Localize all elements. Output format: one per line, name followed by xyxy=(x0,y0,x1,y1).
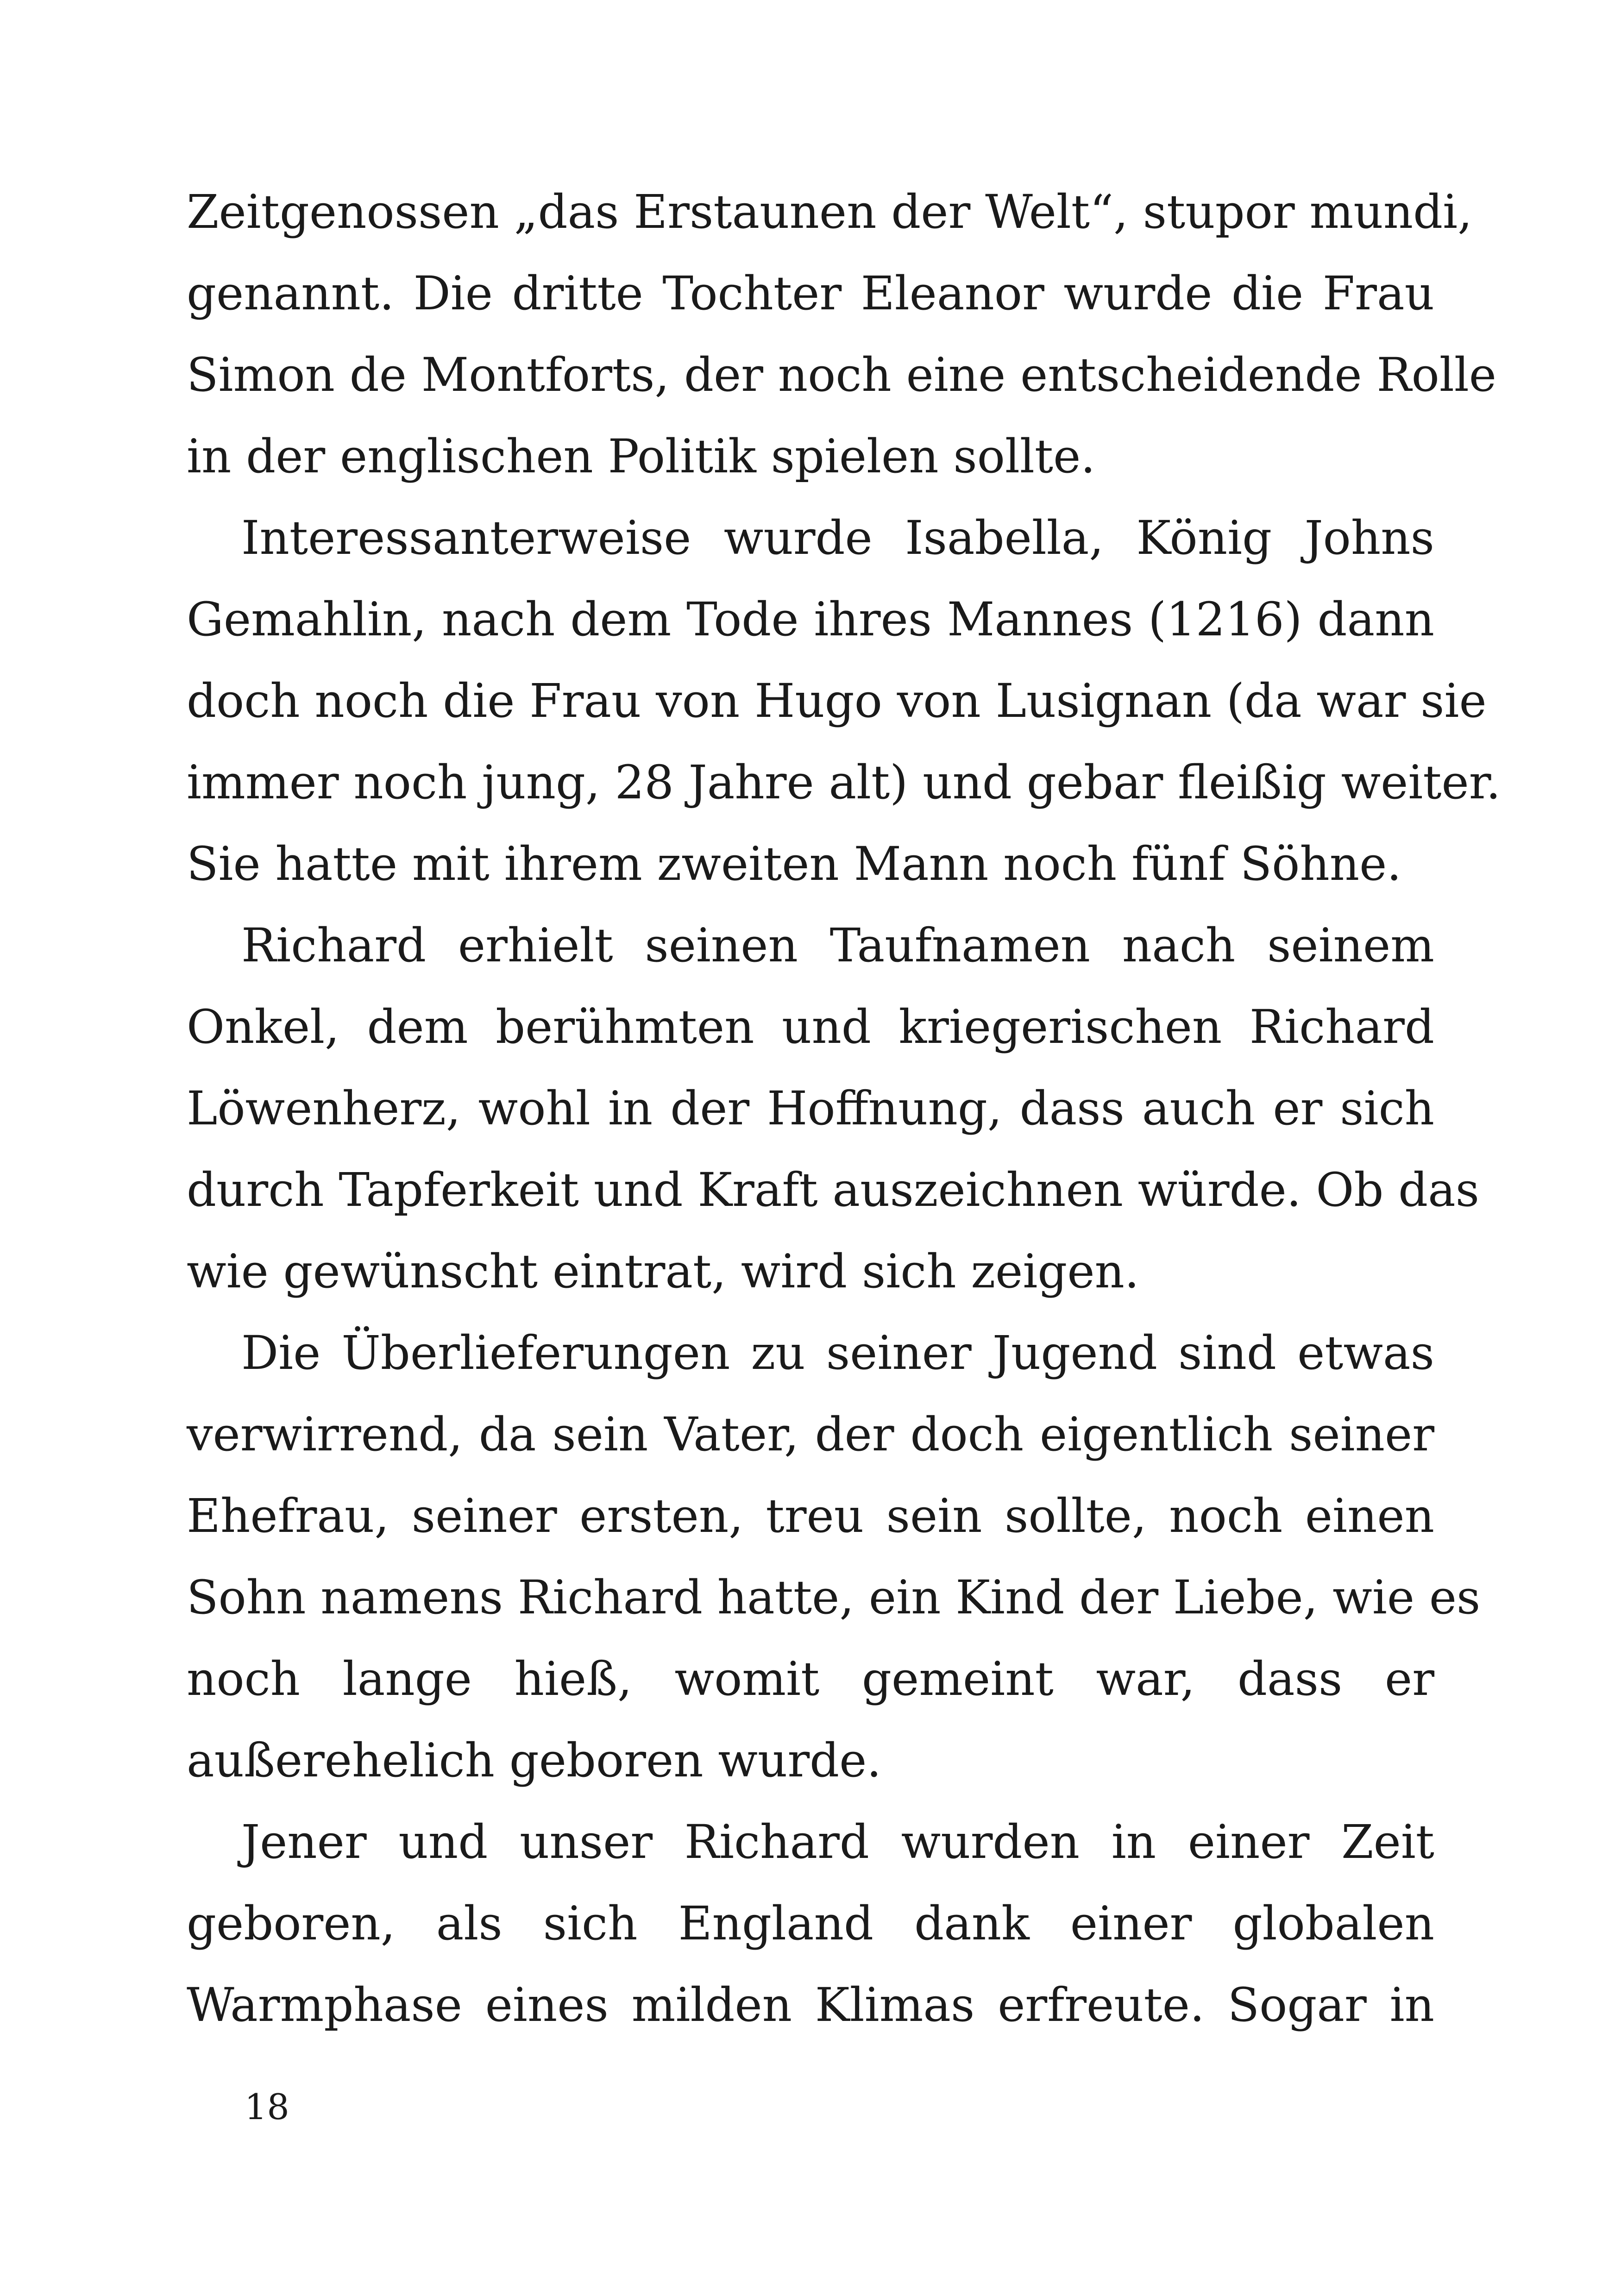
text-line: Ehefrau, seiner ersten, treu sein sollte, noch einen xyxy=(187,1489,1434,1543)
text-line: wie gewünscht eintrat, wird sich zeigen. xyxy=(187,1244,1139,1299)
text-line: Simon de Montforts, der noch eine entscheidende Rolle xyxy=(187,348,1496,402)
text-line: Löwenherz, wohl in der Hoffnung, dass auch er sich xyxy=(187,1081,1434,1135)
text-line: Sohn namens Richard hatte, ein Kind der Liebe, wie es xyxy=(187,1570,1481,1625)
text-line: Interessanterweise wurde Isabella, König Johns xyxy=(241,511,1434,565)
text-line: doch noch die Frau von Hugo von Lusignan (da war sie xyxy=(187,674,1487,728)
text-line: in der englischen Politik spielen sollte. xyxy=(187,429,1096,483)
text-line: Richard erhielt seinen Taufnamen nach seinem xyxy=(241,918,1434,972)
text-line: Sie hatte mit ihrem zweiten Mann noch fünf Söhne. xyxy=(187,837,1402,891)
text-line: durch Tapferkeit und Kraft auszeichnen würde. Ob das xyxy=(187,1163,1480,1217)
text-line: außerehelich geboren wurde. xyxy=(187,1733,882,1788)
text-line: Onkel, dem berühmten und kriegerischen Richard xyxy=(187,1000,1434,1054)
text-line: Gemahlin, nach dem Tode ihres Mannes (1216) dann xyxy=(187,592,1434,646)
text-line: immer noch jung, 28 Jahre alt) und gebar fleißig weiter. xyxy=(187,755,1501,809)
text-line: genannt. Die dritte Tochter Eleanor wurde die Frau xyxy=(187,266,1434,320)
text-line: Jener und unser Richard wurden in einer Zeit xyxy=(241,1815,1434,1869)
text-line: geboren, als sich England dank einer globalen xyxy=(187,1896,1434,1951)
text-line: Warmphase eines milden Klimas erfreute. Sogar in xyxy=(187,1978,1434,2032)
text-line: noch lange hieß, womit gemeint war, dass er xyxy=(187,1652,1434,1706)
text-line: Zeitgenossen „das Erstaunen der Welt“, stupor mundi, xyxy=(187,185,1472,239)
text-line: Die Überlieferungen zu seiner Jugend sind etwas xyxy=(241,1326,1434,1380)
body-text xyxy=(187,171,1501,2046)
text-line: verwirrend, da sein Vater, der doch eigentlich seiner xyxy=(187,1407,1434,1462)
page-number: 18 xyxy=(245,2086,289,2127)
